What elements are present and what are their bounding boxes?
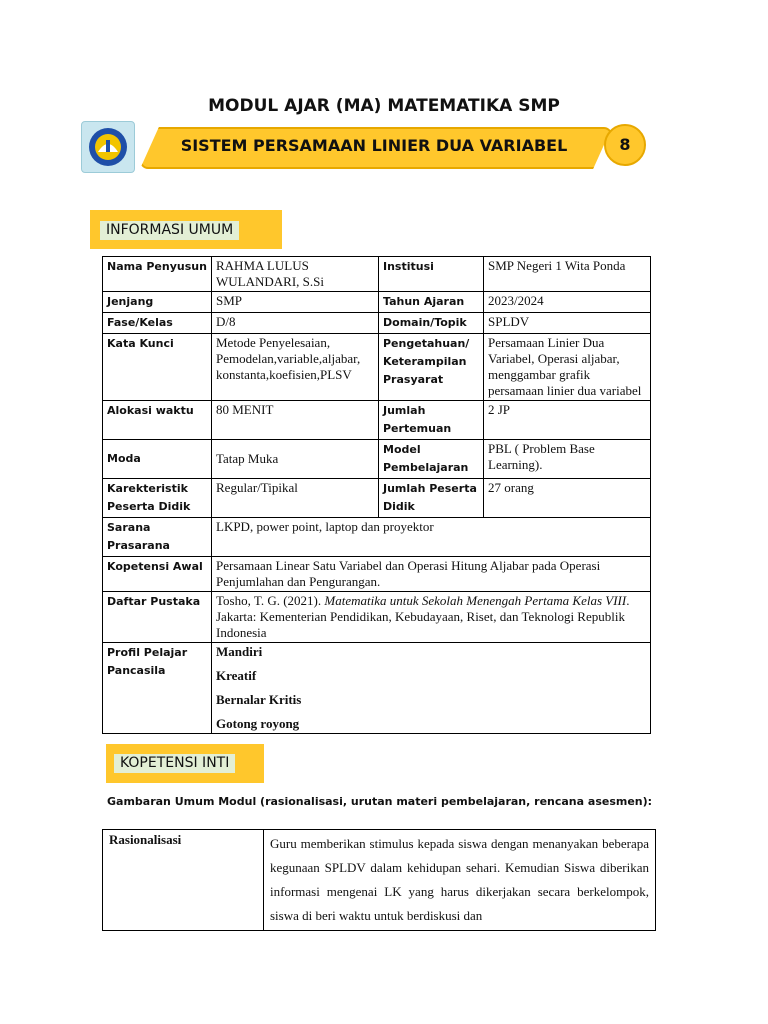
alokasi-waktu-value: 80 MENIT (212, 401, 379, 440)
daftar-pustaka-label: Daftar Pustaka (103, 592, 212, 643)
institusi-label: Institusi (379, 257, 484, 292)
prasyarat-value: Persamaan Linier Dua Variabel, Operasi aljabar, menggambar grafik persamaan linier dua variabel (484, 334, 651, 401)
kata-kunci-label: Kata Kunci (103, 334, 212, 401)
profil-item: Bernalar Kritis (216, 692, 302, 707)
jumlah-pertemuan-label: Jumlah Pertemuan (379, 401, 484, 440)
nama-penyusun-value: RAHMA LULUS WULANDARI, S.Si (212, 257, 379, 292)
profil-pelajar-value (212, 643, 651, 734)
jumlah-pertemuan-value: 2 JP (484, 401, 651, 440)
jenjang-label: Jenjang (103, 292, 212, 313)
profil-item: Gotong royong (216, 716, 300, 731)
domain-topik-label: Domain/Topik (379, 313, 484, 334)
pustaka-title: Matematika untuk Sekolah Menengah Pertama Kelas VIII (324, 593, 627, 608)
fase-kelas-label: Fase/Kelas (103, 313, 212, 334)
domain-topik-value: SPLDV (484, 313, 651, 334)
module-title: MODUL AJAR (MA) MATEMATIKA SMP (208, 96, 560, 116)
info-table (102, 256, 651, 734)
fase-kelas-value: D/8 (212, 313, 379, 334)
model-pembelajaran-label: Model Pembelajaran (379, 440, 484, 479)
daftar-pustaka-value (212, 592, 651, 643)
profil-item: Mandiri (216, 644, 263, 659)
sarana-value: LKPD, power point, laptop dan proyektor (212, 518, 651, 557)
karakteristik-label: Karekteristik Peserta Didik (103, 479, 212, 518)
gambaran-umum-heading: Gambaran Umum Modul (rasionalisasi, urutan materi pembelajaran, rencana asesmen): (107, 795, 653, 808)
jenjang-value: SMP (212, 292, 379, 313)
sarana-label: Sarana Prasarana (103, 518, 212, 557)
institusi-value: SMP Negeri 1 Wita Ponda (484, 257, 651, 292)
profil-pelajar-label: Profil Pelajar Pancasila (103, 643, 212, 734)
pustaka-rest: . Jakarta: Kementerian Pendidikan, Kebudayaan, Riset, dan Teknologi Republik Indonesia (216, 593, 630, 640)
pustaka-author: Tosho, T. G. (2021). (216, 593, 325, 608)
kompetensi-awal-value: Persamaan Linear Satu Variabel dan Operasi Hitung Aljabar pada Operasi Penjumlahan dan Pengurangan. (212, 557, 651, 592)
tut-wuri-handayani-logo (81, 121, 135, 173)
model-pembelajaran-value: PBL ( Problem Base Learning). (484, 440, 651, 479)
rasionalisasi-label: Rasionalisasi (103, 830, 264, 931)
alokasi-waktu-label: Alokasi waktu (103, 401, 212, 440)
nama-penyusun-label: Nama Penyusun (103, 257, 212, 292)
tahun-ajaran-value: 2023/2024 (484, 292, 651, 313)
profil-item: Kreatif (216, 668, 257, 683)
kata-kunci-value: Metode Penyelesaian, Pemodelan,variable,aljabar, konstanta,koefisien,PLSV (212, 334, 379, 401)
jumlah-peserta-label: Jumlah Peserta Didik (379, 479, 484, 518)
prasyarat-label: Pengetahuan/ Keterampilan Prasyarat (379, 334, 484, 401)
section-kompetensi-inti (106, 744, 264, 783)
rasionalisasi-table (102, 829, 656, 931)
jumlah-peserta-value: 27 orang (484, 479, 651, 518)
kompetensi-awal-label: Kopetensi Awal (103, 557, 212, 592)
moda-label: Moda (103, 440, 212, 479)
section-kompetensi-inti-label: KOPETENSI INTI (114, 754, 235, 773)
section-informasi-umum-label: INFORMASI UMUM (100, 221, 239, 240)
karakteristik-value: Regular/Tipikal (212, 479, 379, 518)
section-informasi-umum (90, 210, 282, 249)
rasionalisasi-text: Guru memberikan stimulus kepada siswa dengan menanyakan beberapa kegunaan SPLDV dalam kehidupan sehari. Kemudian Siswa diberikan informasi mengenai LK yang harus dikerjakan secara berkelompok, siswa di beri waktu untuk berdiskusi dan (264, 830, 656, 931)
tahun-ajaran-label: Tahun Ajaran (379, 292, 484, 313)
grade-badge: 8 (604, 124, 646, 166)
moda-value: Tatap Muka (212, 440, 379, 479)
topic-banner-text: SISTEM PERSAMAAN LINIER DUA VARIABEL (180, 136, 568, 155)
